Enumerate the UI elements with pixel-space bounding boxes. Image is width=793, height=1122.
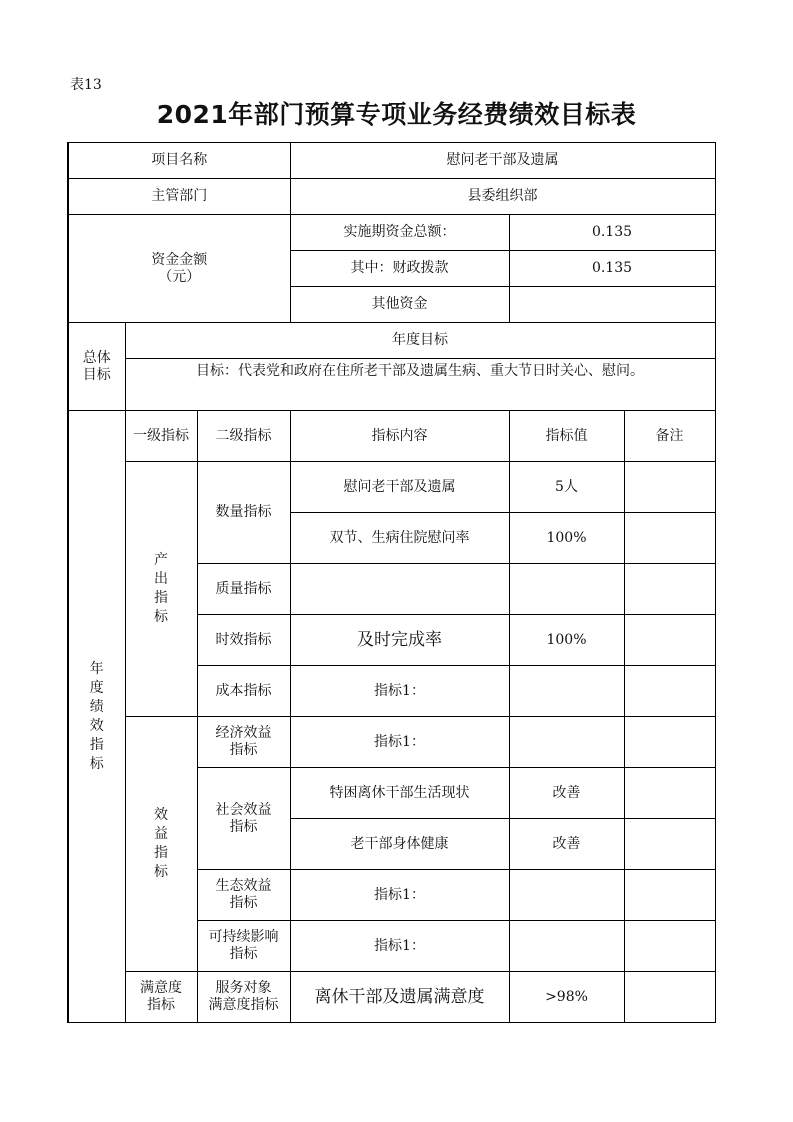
satisfaction-indicator-label: 满意度 指标 [125, 972, 197, 1023]
quality-indicator-label: 质量指标 [197, 564, 290, 615]
quantity-value-1: 5人 [509, 462, 624, 513]
overall-goal-label [68, 323, 125, 411]
total-funds-label: 实施期资金总额： [290, 215, 509, 251]
economic-indicator-label: 经济效益 指标 [197, 717, 290, 768]
department-value: 县委组织部 [290, 179, 715, 215]
quality-remark [624, 564, 715, 615]
quantity-content-2: 双节、生病住院慰问率 [290, 513, 509, 564]
sustainable-value [509, 921, 624, 972]
cost-content: 指标1： [290, 666, 509, 717]
annual-indicators-label [68, 411, 125, 1023]
funds-label [68, 215, 290, 323]
cost-indicator-label: 成本指标 [197, 666, 290, 717]
funds-label-line1: 资金金额 [151, 251, 208, 268]
annual-indicators-text: 年 度 绩 效 指 标 [89, 660, 104, 772]
total-funds-value: 0.135 [509, 215, 715, 251]
funds-label-line2: （元） [158, 268, 201, 285]
sustainable-content: 指标1： [290, 921, 509, 972]
quantity-indicator-label: 数量指标 [197, 462, 290, 564]
quantity-content-1: 慰问老干部及遗属 [290, 462, 509, 513]
department-label: 主管部门 [68, 179, 290, 215]
ecological-value [509, 870, 624, 921]
overall-goal-label-line1: 总体 [82, 349, 111, 366]
quality-content [290, 564, 509, 615]
fiscal-funds-value: 0.135 [509, 251, 715, 287]
satisfaction-content: 离休干部及遗属满意度 [290, 972, 509, 1023]
satisfaction-remark [624, 972, 715, 1023]
header-content: 指标内容 [290, 411, 509, 462]
annual-goal-header: 年度目标 [125, 323, 715, 359]
benefit-indicators-text: 效 益 指 标 [154, 807, 168, 880]
header-remark: 备注 [624, 411, 715, 462]
ecological-remark [624, 870, 715, 921]
annual-goal-text: 目标：代表党和政府在住所老干部及遗属生病、重大节日时关心、慰问。 [125, 359, 715, 411]
economic-content: 指标1： [290, 717, 509, 768]
timeliness-indicator-label: 时效指标 [197, 615, 290, 666]
social-remark-2 [624, 819, 715, 870]
benefit-indicators-label [125, 717, 197, 972]
quantity-remark-1 [624, 462, 715, 513]
other-funds-label: 其他资金 [290, 287, 509, 323]
overall-goal-label-line2: 目标 [82, 366, 111, 383]
social-remark-1 [624, 768, 715, 819]
timeliness-remark [624, 615, 715, 666]
cost-remark [624, 666, 715, 717]
other-funds-value [509, 287, 715, 323]
timeliness-content: 及时完成率 [290, 615, 509, 666]
project-name-value: 慰问老干部及遗属 [290, 143, 715, 179]
output-indicators-label [125, 462, 197, 717]
sustainable-remark [624, 921, 715, 972]
social-value-1: 改善 [509, 768, 624, 819]
sustainable-indicator-label: 可持续影响 指标 [197, 921, 290, 972]
service-satisfaction-label: 服务对象 满意度指标 [197, 972, 290, 1023]
performance-target-table [67, 142, 716, 1023]
quantity-remark-2 [624, 513, 715, 564]
quantity-value-2: 100% [509, 513, 624, 564]
quality-value [509, 564, 624, 615]
fiscal-funds-label: 其中：财政拨款 [290, 251, 509, 287]
project-name-label: 项目名称 [68, 143, 290, 179]
header-level1: 一级指标 [125, 411, 197, 462]
ecological-content: 指标1： [290, 870, 509, 921]
timeliness-value: 100% [509, 615, 624, 666]
header-level2: 二级指标 [197, 411, 290, 462]
cost-value [509, 666, 624, 717]
social-content-1: 特困离休干部生活现状 [290, 768, 509, 819]
ecological-indicator-label: 生态效益 指标 [197, 870, 290, 921]
table-number: 表13 [70, 77, 102, 93]
social-content-2: 老干部身体健康 [290, 819, 509, 870]
economic-value [509, 717, 624, 768]
satisfaction-value: >98% [509, 972, 624, 1023]
social-indicator-label: 社会效益 指标 [197, 768, 290, 870]
document-title: 2021年部门预算专项业务经费绩效目标表 [156, 100, 637, 129]
output-indicators-text: 产 出 指 标 [154, 552, 168, 625]
economic-remark [624, 717, 715, 768]
social-value-2: 改善 [509, 819, 624, 870]
header-value: 指标值 [509, 411, 624, 462]
